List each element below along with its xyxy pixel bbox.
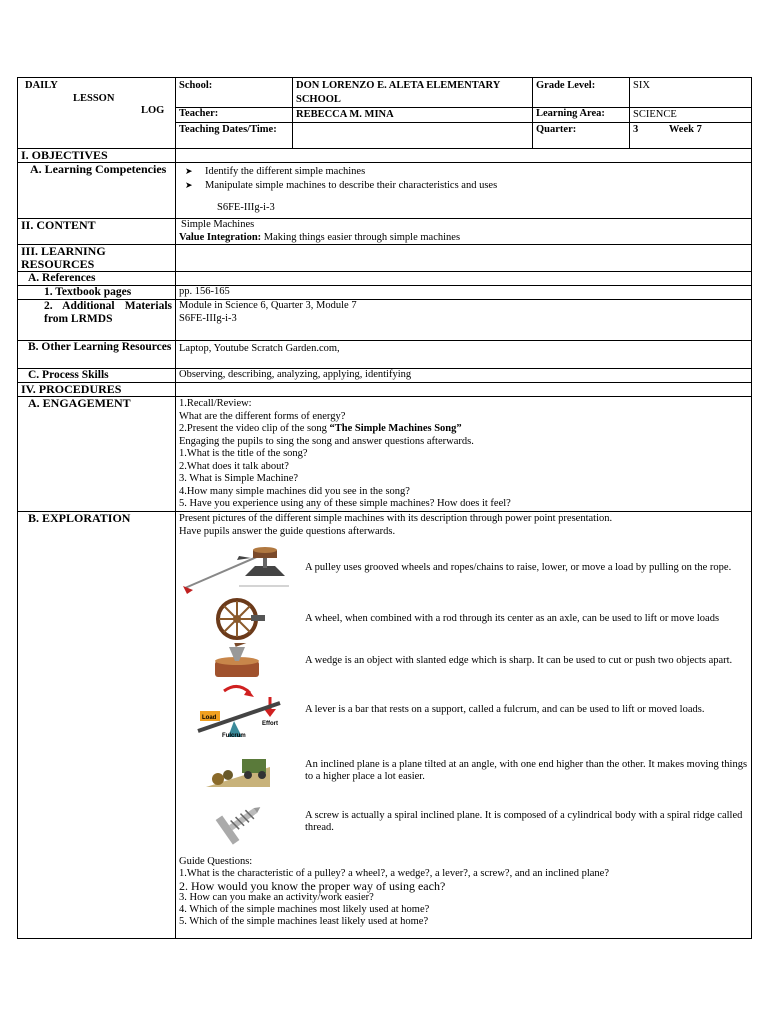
- quarter-label: Quarter:: [533, 123, 630, 149]
- exploration-intro: Have pupils answer the guide questions afterwards.: [179, 525, 396, 537]
- references-label: A. References: [18, 272, 176, 286]
- objective-item: [179, 165, 748, 179]
- objectives-heading: I. OBJECTIVES: [18, 149, 176, 163]
- arrow-bullet-icon: ➤: [185, 179, 193, 190]
- machine-row: [179, 680, 748, 740]
- value-integration: [179, 232, 748, 245]
- engagement-line: What are the different forms of energy?: [179, 410, 346, 422]
- textbook-label: 1. Textbook pages: [18, 286, 176, 300]
- other-resources-text: B. Other Learning Resources: [28, 341, 172, 353]
- learning-competencies-label: [18, 163, 176, 219]
- quarter-value: 3: [633, 124, 639, 135]
- song-title: “The Simple Machines Song”: [329, 423, 462, 434]
- week-value: Week 7: [668, 124, 702, 135]
- references-empty: [176, 272, 752, 286]
- content-topic: Simple Machines: [181, 219, 255, 230]
- quarter-value-cell: [630, 123, 752, 149]
- screw-picture: [179, 799, 299, 845]
- additional-label: [18, 300, 176, 341]
- school-label: School:: [176, 78, 293, 108]
- pulley-description: A pulley uses grooved wheels and ropes/chains to raise, lower, or move a load by pulling on the rope.: [305, 561, 732, 573]
- teacher-value: REBECCA M. MINA: [293, 108, 533, 123]
- exploration-label: B. EXPLORATION: [18, 512, 176, 939]
- machine-row: [179, 798, 748, 846]
- learning-resources-empty: [176, 245, 752, 272]
- engagement-line: 2.What does it talk about?: [179, 460, 289, 472]
- engagement-line: 5. Have you experience using any of these simple machines? How does it feel?: [179, 498, 511, 509]
- lever-fulcrum-label: Fulcrum: [222, 733, 246, 739]
- additional-value-module: Module in Science 6, Quarter 3, Module 7: [179, 300, 357, 311]
- guide-question: 1.What is the characteristic of a pulley? a wheel?, a wedge?, a lever?, a screw?, and an inclined plane?: [179, 868, 609, 879]
- procedures-empty: [176, 383, 752, 397]
- screw-description: A screw is actually a spiral inclined plane. It is composed of a cylindrical body with a spiral ridge called thread.: [305, 809, 743, 833]
- objective-item: [179, 179, 748, 193]
- engagement-line: 4.How many simple machines did you see in the song?: [179, 485, 410, 497]
- teacher-label: Teacher:: [176, 108, 293, 123]
- content-cell: [176, 219, 752, 245]
- lever-load-label: Load: [202, 715, 217, 721]
- additional-label-text: 2. Additional Materials from LRMDS: [44, 300, 172, 325]
- content-heading: II. CONTENT: [18, 219, 176, 245]
- objectives-empty: [176, 149, 752, 163]
- textbook-value: pp. 156-165: [176, 286, 752, 300]
- exploration-intro: Present pictures of the different simple machines with its description through power point presentation.: [179, 513, 613, 524]
- objectives-content: [176, 163, 752, 219]
- pulley-picture: [179, 542, 299, 594]
- engagement-line: 1.Recall/Review:: [179, 398, 252, 409]
- wheel-description: A wheel, when combined with a rod through its center as an axle, can be used to lift or move loads: [305, 612, 720, 624]
- procedures-heading: IV. PROCEDURES: [18, 383, 176, 397]
- guide-heading: Guide Questions:: [179, 856, 253, 867]
- additional-value-cell: [176, 300, 752, 341]
- competency-code: S6FE-IIIg-i-3: [217, 202, 275, 213]
- wedge-picture: [179, 643, 299, 679]
- dll-title-line2: LESSON: [73, 92, 115, 104]
- arrow-bullet-icon: ➤: [185, 166, 193, 176]
- engagement-line: Engaging the pupils to sing the song and answer questions afterwards.: [179, 435, 474, 447]
- value-integration-label: Value Integration:: [179, 231, 262, 243]
- lever-description: A lever is a bar that rests on a support, called a fulcrum, and can be used to lift or moved loads.: [305, 703, 705, 715]
- engagement-line: 1.What is the title of the song?: [179, 448, 308, 459]
- lesson-log-table: [17, 77, 752, 939]
- engagement-content: [176, 397, 752, 512]
- dll-title-cell: [18, 78, 176, 149]
- exploration-content: [176, 512, 752, 939]
- guide-question: 3. How can you make an activity/work easier?: [179, 892, 374, 903]
- engagement-label: A. ENGAGEMENT: [18, 397, 176, 512]
- lever-picture: [179, 681, 299, 739]
- inclined-plane-picture: [179, 753, 299, 789]
- engagement-video-line: [179, 423, 748, 436]
- school-value: DON LORENZO E. ALETA ELEMENTARY SCHOOL: [293, 78, 533, 108]
- area-label: Learning Area:: [533, 108, 630, 123]
- learning-competencies-text: A. Learning Competencies: [30, 162, 167, 176]
- dates-value: [293, 123, 533, 149]
- dll-title-line3: LOG: [141, 105, 165, 116]
- value-integration-text: Making things easier through simple machines: [263, 231, 461, 243]
- inclined-plane-description: An inclined plane is a plane tilted at an angle, with one end higher than the other. It makes moving things to a higher place a lot easier.: [305, 758, 748, 782]
- other-resources-value: Laptop, Youtube Scratch Garden.com,: [176, 341, 752, 369]
- learning-resources-heading: III. LEARNING RESOURCES: [18, 245, 176, 272]
- guide-question: 5. Which of the simple machines least likely used at home?: [179, 916, 429, 927]
- process-skills-label: C. Process Skills: [18, 369, 176, 383]
- machine-row: [179, 746, 748, 796]
- objective-item-text: Manipulate simple machines to describe their characteristics and uses: [205, 179, 498, 191]
- guide-question: 4. Which of the simple machines most likely used at home?: [179, 904, 430, 915]
- lever-effort-label: Effort: [262, 721, 278, 727]
- objective-item-text: Identify the different simple machines: [205, 166, 366, 177]
- wedge-description: A wedge is an object with slanted edge which is sharp. It can be used to cut or push two objects apart.: [305, 654, 733, 666]
- dll-title-line1: DAILY: [25, 80, 58, 91]
- lesson-log-page: [17, 77, 751, 939]
- dates-label: Teaching Dates/Time:: [176, 123, 293, 149]
- area-value: SCIENCE: [630, 108, 752, 123]
- grade-label: Grade Level:: [533, 78, 630, 108]
- machine-row: [179, 540, 748, 596]
- wheel-and-axle-picture: [179, 597, 299, 641]
- engagement-line: 3. What is Simple Machine?: [179, 473, 299, 484]
- machine-row: [179, 642, 748, 680]
- guide-question: 2. How would you know the proper way of using each?: [179, 879, 446, 893]
- process-skills-value: Observing, describing, analyzing, applying, identifying: [176, 369, 752, 383]
- additional-value-code: S6FE-IIIg-i-3: [179, 312, 237, 324]
- machine-row: [179, 596, 748, 642]
- video-prefix: 2.Present the video clip of the song: [179, 423, 330, 434]
- guide-questions: [179, 856, 748, 928]
- grade-value: SIX: [630, 78, 752, 108]
- other-resources-label: [18, 341, 176, 369]
